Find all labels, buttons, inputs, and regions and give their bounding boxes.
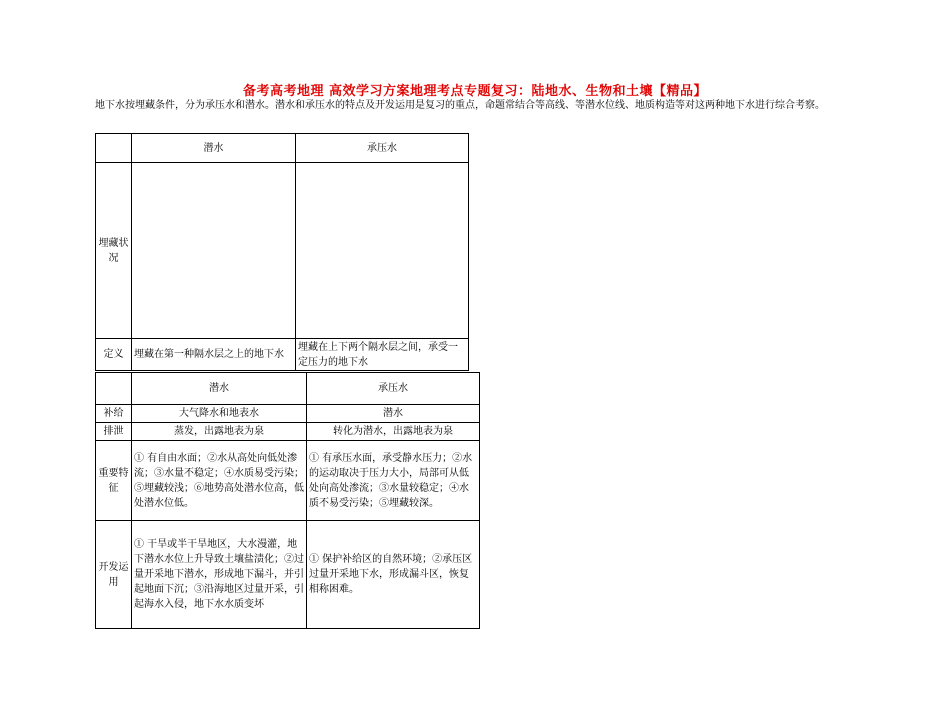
row-label-development: 开发运用 — [96, 521, 132, 629]
discharge-phreatic: 蒸发，出露地表为泉 — [132, 423, 307, 441]
intro-paragraph: 地下水按埋藏条件，分为承压水和潜水。潜水和承压水的特点及开发运用是复习的重点，命题常结合等高线、等潜水位线、地质构造等对这两种地下水进行综合考察。 — [95, 100, 825, 111]
definition-phreatic: 埋藏在第一种隔水层之上的地下水 — [132, 339, 296, 371]
row-label-features: 重要特征 — [96, 441, 132, 521]
row-label-discharge: 排泄 — [96, 423, 132, 441]
recharge-confined: 潜水 — [307, 405, 480, 423]
row-label-definition: 定义 — [96, 339, 132, 371]
row-label-recharge: 补给 — [96, 405, 132, 423]
burial-phreatic-diagram — [132, 163, 296, 339]
definition-confined: 埋藏在上下两个隔水层之间，承受一定压力的地下水 — [296, 339, 469, 371]
discharge-confined: 转化为潜水，出露地表为泉 — [307, 423, 480, 441]
header-phreatic: 潜水 — [132, 134, 296, 163]
burial-definition-table — [95, 133, 469, 371]
row-label-burial: 埋藏状况 — [96, 163, 132, 339]
characteristics-table — [95, 372, 480, 629]
features-phreatic: ① 有自由水面；②水从高处向低处渗流；③水量不稳定；④水质易受污染；⑤埋藏较浅；⑥地势高处潜水位高，低处潜水位低。 — [132, 441, 307, 521]
header-phreatic: 潜水 — [132, 373, 307, 405]
development-confined: ① 保护补给区的自然环境；②承压区过量开采地下水，形成漏斗区，恢复相称困难。 — [307, 521, 480, 629]
development-phreatic: ① 干旱或半干旱地区，大水漫灌，地下潜水水位上升导致土壤盐渍化；②过量开采地下潜水，形成地下漏斗，并引起地面下沉；③沿海地区过量开采，引起海水入侵，地下水水质变坏 — [132, 521, 307, 629]
header-confined: 承压水 — [307, 373, 480, 405]
header-confined: 承压水 — [296, 134, 469, 163]
recharge-phreatic: 大气降水和地表水 — [132, 405, 307, 423]
header-corner — [96, 373, 132, 405]
features-confined: ① 有承压水面，承受静水压力；②水的运动取决于压力大小，局部可从低处向高处渗流；③水量较稳定；④水质不易受污染；⑤埋藏较深。 — [307, 441, 480, 521]
burial-confined-diagram — [296, 163, 469, 339]
header-corner — [96, 134, 132, 163]
document-title: 备考高考地理 高效学习方案地理考点专题复习：陆地水、生物和土壤【精品】 — [242, 84, 708, 99]
